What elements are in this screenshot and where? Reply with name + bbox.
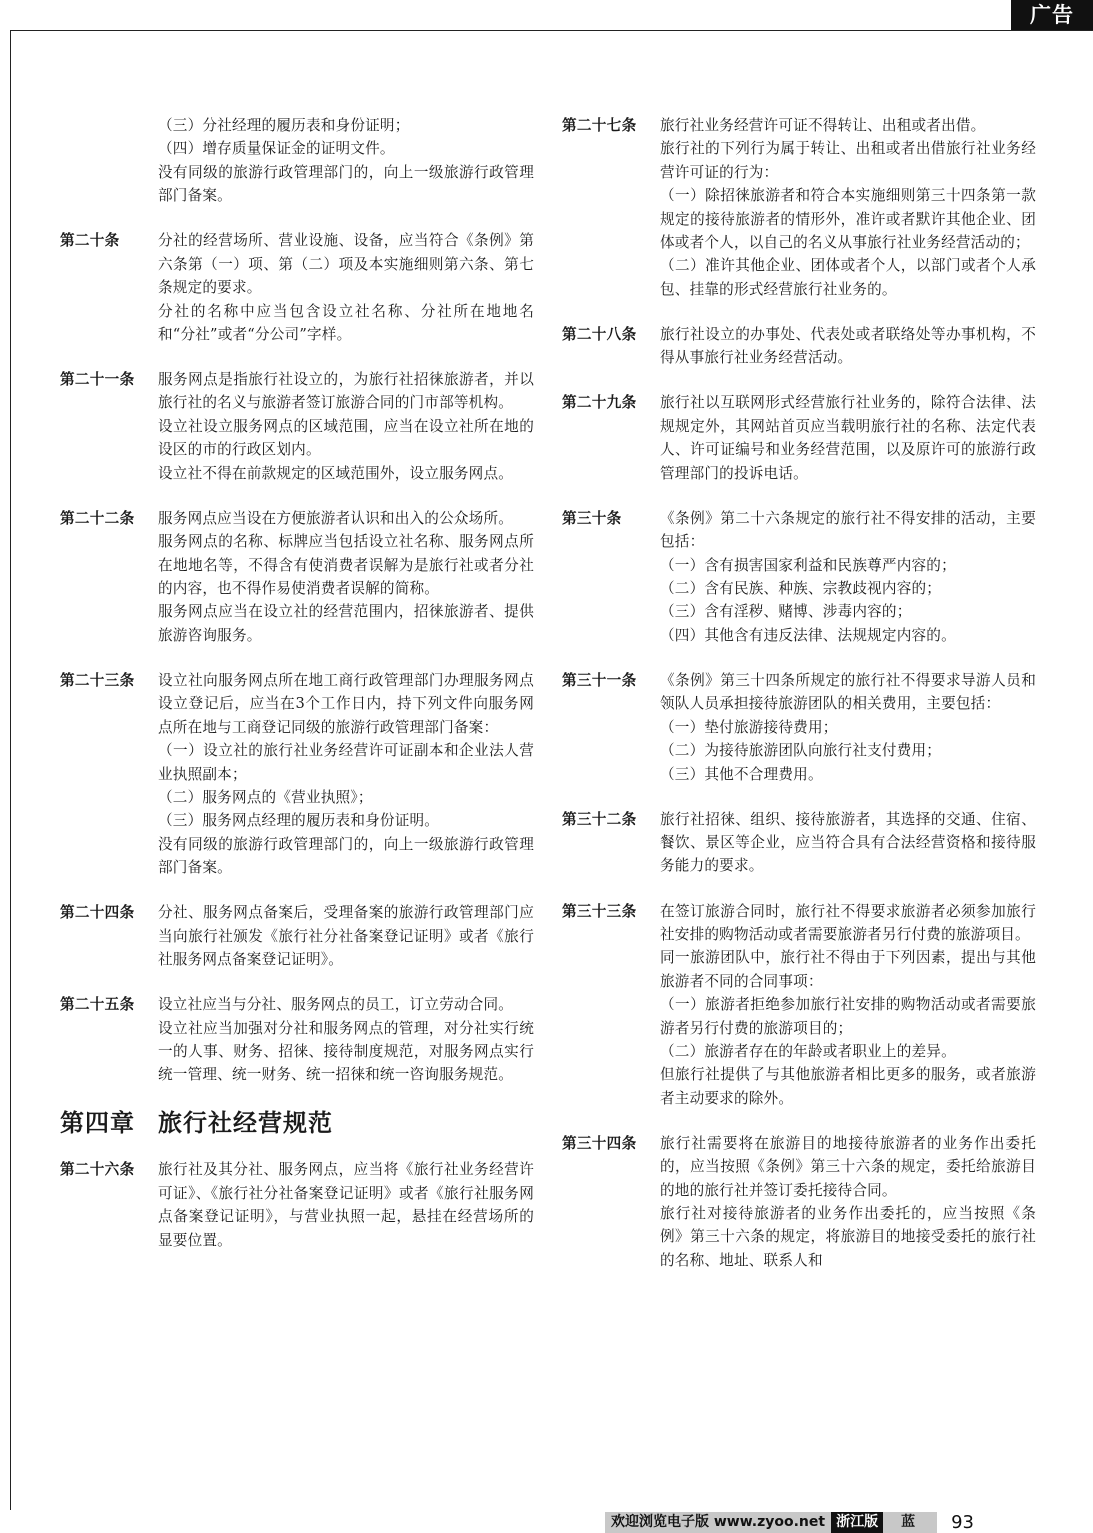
paragraph: （二）服务网点的《营业执照》； [158,788,373,806]
article-list [562,114,1036,1272]
paragraph: 没有同级的旅游行政管理部门的，向上一级旅游行政管理部门备案。 [158,163,534,205]
paragraph: 分社、服务网点备案后，受理备案的旅游行政管理部门应当向旅行社颁发《旅行社分社备案登记证明》或者《旅行社服务网点备案登记证明》。 [158,904,534,969]
article-list [60,1158,534,1252]
article-number: 第二十四条 [60,904,135,922]
paragraph: 服务网点的名称、标牌应当包括设立社名称、服务网点所在地地名等，不得含有使消费者误解为是旅行社或者分社的内容，也不得作易使消费者误解的简称。 [158,533,534,597]
article-number: 第二十七条 [562,117,637,134]
paragraph: 旅行社的下列行为属于转让、出租或者出借旅行社业务经营许可证的行为： [660,140,1036,181]
paragraph: 服务网点应当在设立社的经营范围内，招徕旅游者、提供旅游咨询服务。 [158,603,534,644]
paragraph: 设立社应当加强对分社和服务网点的管理，对分社实行统一的人事、财务、招徕、接待制度规范，对服务网点实行统一管理、统一财务、统一招徕和统一咨询服务规范。 [158,1019,534,1084]
paragraph: 《条例》第二十六条规定的旅行社不得安排的活动，主要包括： [660,509,1036,551]
paragraph: （二）旅游者存在的年龄或者职业上的差异。 [660,1042,956,1060]
article-number: 第二十一条 [60,371,135,389]
paragraph: 《条例》第三十四条所规定的旅行社不得要求导游人员和领队人员承担接待旅游团队的相关费用，主要包括： [660,671,1036,713]
article-body [660,323,1036,370]
article-body [660,391,1036,485]
article [562,507,1036,647]
paragraph: 服务网点应当设在方便旅游者认识和出入的公众场所。 [158,509,514,527]
article-body [158,993,534,1087]
article [60,669,534,880]
article-number: 第二十八条 [562,325,637,343]
paragraph: 旅行社以互联网形式经营旅行社业务的，除符合法律、法规规定外，其网站首页应当载明旅行社的名称、法定代表人、许可证编号和业务经营范围，以及原许可的旅游行政管理部门的投诉电话。 [660,394,1036,482]
article [562,391,1036,485]
paragraph: 旅行社招徕、组织、接待旅游者，其选择的交通、住宿、餐饮、景区等企业，应当符合具有合法经营资格和接待服务能力的要求。 [660,810,1036,875]
article-number: 第二十二条 [60,509,135,527]
paragraph: （一）设立社的旅行社业务经营许可证副本和企业法人营业执照副本； [158,742,534,783]
paragraph: （二）为接待旅游团队向旅行社支付费用； [660,742,942,760]
article-body [660,1132,1036,1272]
article [562,900,1036,1111]
paragraph: 设立社向服务网点所在地工商行政管理部门办理服务网点设立登记后，应当在3个工作日内，持下列文件向服务网点所在地与工商登记同级的旅游行政管理部门备案： [158,671,534,736]
edition-badge: 浙江版 [831,1512,883,1533]
article-number: 第三十条 [562,509,622,527]
paragraph: 旅行社设立的办事处、代表处或者联络处等办事机构，不得从事旅行社业务经营活动。 [660,325,1036,367]
article-list [60,229,534,1086]
article-number: 第三十四条 [562,1134,637,1152]
paragraph: 分社的名称中应当包含设立社名称、分社所在地地名和“分社”或者“分公司”字样。 [158,302,534,343]
left-column [60,114,534,1274]
article-body [660,900,1036,1111]
paragraph: （一）含有损害国家利益和民族尊严内容的； [660,556,956,574]
right-column [562,114,1036,1294]
article-number: 第二十三条 [60,671,135,689]
advertisement-tag: 广告 [1011,0,1093,30]
paragraph: 服务网点是指旅行社设立的，为旅行社招徕旅游者，并以旅行社的名义与旅游者签订旅游合同的门市部等机构。 [158,371,534,412]
article [562,669,1036,786]
article-body [158,229,534,346]
paragraph: 分社的经营场所、营业设施、设备，应当符合《条例》第六条第（一）项、第（二）项及本实施细则第六条、第七条规定的要求。 [158,232,534,297]
article-body [158,368,534,485]
chapter-number: 第四章 [60,1109,135,1138]
article-body [158,507,534,647]
paragraph: （四）增存质量保证金的证明文件。 [158,140,395,158]
article-number: 第三十一条 [562,671,637,689]
paragraph: 设立社不得在前款规定的区域范围外，设立服务网点。 [158,464,514,482]
article [562,323,1036,370]
paragraph: 在签订旅游合同时，旅行社不得要求旅游者必须参加旅行社安排的购物活动或者需要旅游者另行付费的旅游项目。 [660,902,1036,943]
paragraph: 旅行社业务经营许可证不得转让、出租或者出借。 [660,117,986,134]
paragraph: （一）旅游者拒绝参加旅行社安排的购物活动或者需要旅游者另行付费的旅游项目的； [660,996,1036,1037]
paragraph: 旅行社需要将在旅游目的地接待旅游者的业务作出委托的，应当按照《条例》第三十六条的规定，委托给旅游目的地的旅行社并签订委托接待合同。 [660,1134,1036,1199]
article-number: 第二十五条 [60,996,135,1014]
paragraph: （三）服务网点经理的履历表和身份证明。 [158,812,440,830]
article [60,901,534,971]
paragraph: 同一旅游团队中，旅行社不得由于下列因素，提出与其他旅游者不同的合同事项： [660,949,1036,990]
article [562,808,1036,878]
paragraph: （二）含有民族、种族、宗教歧视内容的； [660,579,942,597]
article-body [660,808,1036,878]
article-number: 第二十九条 [562,394,637,412]
paragraph: 旅行社及其分社、服务网点，应当将《旅行社业务经营许可证》、《旅行社分社备案登记证明》或者《旅行社服务网点备案登记证明》，与营业执照一起，悬挂在经营场所的显要位置。 [158,1161,534,1249]
article [562,1132,1036,1272]
article-body [158,901,534,971]
article-body [660,669,1036,786]
article [60,229,534,346]
article-number: 第三十三条 [562,902,637,920]
article-body [660,114,1036,301]
paragraph: 但旅行社提供了与其他旅游者相比更多的服务，或者旅游者主动要求的除外。 [660,1066,1036,1107]
paragraph: （一）垫付旅游接待费用； [660,718,838,736]
article-number: 第二十条 [60,232,120,250]
magazine-name: 蓝 [883,1512,937,1533]
paragraph: （一）除招徕旅游者和符合本实施细则第三十四条第一款规定的接待旅游者的情形外，准许或者默许其他企业、团体或者个人，以自己的名义从事旅行社业务经营活动的； [660,187,1036,252]
paragraph: 没有同级的旅游行政管理部门的，向上一级旅游行政管理部门备案。 [158,835,534,877]
page-number: 93 [951,1512,974,1533]
article-number: 第二十六条 [60,1161,135,1179]
paragraph: （三）含有淫秽、赌博、涉毒内容的； [660,603,912,621]
website-promo: 欢迎浏览电子版 www.zyoo.net [605,1512,831,1533]
paragraph: 旅行社对接待旅游者的业务作出委托的，应当按照《条例》第三十六条的规定，将旅游目的地接受委托的旅行社的名称、地址、联系人和 [660,1205,1036,1269]
paragraph: 设立社应当与分社、服务网点的员工，订立劳动合同。 [158,996,514,1014]
paragraph: （三）其他不合理费用。 [660,765,823,783]
footer-bar [605,1512,1093,1533]
article-body [158,669,534,880]
article-body [660,507,1036,647]
paragraph: （四）其他含有违反法律、法规规定内容的。 [660,626,956,644]
article [60,507,534,647]
article-body [158,1158,534,1252]
paragraph: 设立社设立服务网点的区域范围，应当在设立社所在地的设区的市的行政区划内。 [158,417,534,459]
article [60,993,534,1087]
paragraph: （二）准许其他企业、团体或者个人，以部门或者个人承包、挂靠的形式经营旅行社业务的。 [660,257,1036,298]
article [60,368,534,485]
article [60,1158,534,1252]
chapter-heading [60,1108,534,1138]
paragraph: （三）分社经理的履历表和身份证明； [158,117,410,134]
chapter-title: 旅行社经营规范 [158,1109,333,1138]
article-number: 第三十二条 [562,810,637,828]
article [562,114,1036,301]
continuation-block [158,114,534,208]
